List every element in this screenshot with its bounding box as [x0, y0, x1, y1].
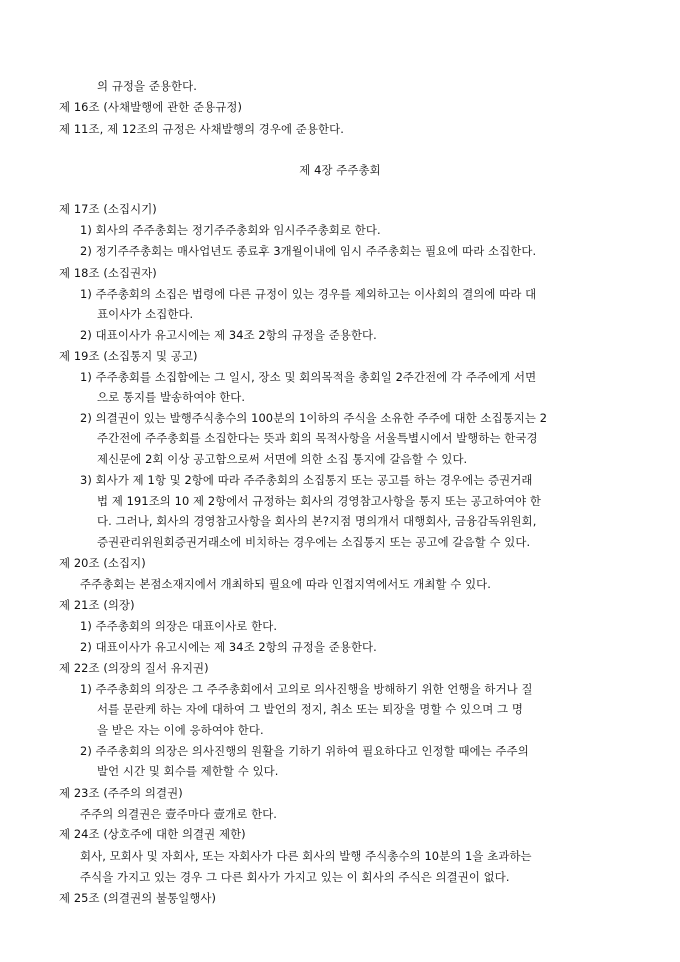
- article-heading: 제 21조 (의장): [59, 598, 135, 612]
- text-line: 법 제 191조의 10 제 2항에서 규정하는 회사의 경영참고사항을 통지 또는 공고하여야 한: [97, 494, 542, 508]
- text-line: 표이사가 소집한다.: [97, 307, 194, 321]
- text-line: 다. 그러나, 회사의 경영참고사항을 회사의 본?지점 명의개서 대행회사, 금융감독위원회,: [97, 514, 537, 528]
- article-heading: 제 19조 (소집통지 및 공고): [59, 349, 198, 363]
- article-heading: 제 18조 (소집권자): [59, 266, 157, 280]
- text-line: 제신문에 2회 이상 공고함으로써 서면에 의한 소집 통지에 갈음할 수 있다.: [97, 452, 468, 466]
- text-line: 1) 주주총회를 소집함에는 그 일시, 장소 및 회의목적을 총회일 2주간전에 각 주주에게 서면: [80, 370, 537, 384]
- text-line: 서를 문란케 하는 자에 대하여 그 발언의 정지, 취소 또는 퇴장을 명할 수 있으며 그 명: [97, 702, 523, 716]
- text-line: 으로 통지를 발송하여야 한다.: [97, 390, 246, 404]
- text-line: 2) 의결권이 있는 발행주식총수의 100분의 1이하의 주식을 소유한 주주에 대한 소집통지는 2: [80, 411, 548, 425]
- article-heading: 제 24조 (상호주에 대한 의결권 제한): [59, 827, 246, 841]
- text-line: 1) 주주총회의 의장은 그 주주총회에서 고의로 의사진행을 방해하기 위한 언행을 하거나 질: [80, 682, 533, 696]
- text-line: 2) 주주총회의 의장은 의사진행의 원활을 기하기 위하여 필요하다고 인정할 때에는 주주의: [80, 744, 529, 758]
- text-line: 2) 대표이사가 유고시에는 제 34조 2항의 규정을 준용한다.: [80, 328, 377, 342]
- chapter-title: 제 4장 주주총회: [299, 163, 381, 177]
- article-heading: 제 25조 (의결권의 불통일행사): [59, 891, 217, 905]
- text-line: 을 받은 자는 이에 응하여야 한다.: [97, 723, 264, 737]
- text-line: 제 11조, 제 12조의 규정은 사채발행의 경우에 준용한다.: [59, 122, 344, 136]
- text-line: 주주총회는 본점소재지에서 개최하되 필요에 따라 인접지역에서도 개최할 수 있다.: [80, 577, 492, 591]
- text-line: 1) 주주총회의 소집은 법령에 다른 규정이 있는 경우를 제외하고는 이사회의 결의에 따라 대: [80, 287, 537, 301]
- text-line: 증권관리위원회증권거래소에 비치하는 경우에는 소집통지 또는 공고에 갈음할 수 있다.: [97, 535, 531, 549]
- text-line: 발언 시간 및 회수를 제한할 수 있다.: [97, 764, 279, 778]
- text-line: 2) 정기주주총회는 매사업년도 종료후 3개월이내에 임시 주주총회는 필요에 따라 소집한다.: [80, 244, 537, 258]
- text-line: 1) 회사의 주주총회는 정기주주총회와 임시주주총회로 한다.: [80, 223, 381, 237]
- text-line: 1) 주주총회의 의장은 대표이사로 한다.: [80, 619, 278, 633]
- article-heading: 제 22조 (의장의 질서 유지권): [59, 661, 209, 675]
- article-heading: 제 17조 (소집시기): [59, 202, 157, 216]
- article-heading: 제 16조 (사채발행에 관한 준용규정): [59, 100, 243, 114]
- article-heading: 제 20조 (소집지): [59, 556, 146, 570]
- text-line: 주간전에 주주총회를 소집한다는 뜻과 회의 목적사항을 서울특별시에서 발행하는 한국경: [97, 431, 538, 445]
- text-line: 2) 대표이사가 유고시에는 제 34조 2항의 규정을 준용한다.: [80, 640, 377, 654]
- text-line: 3) 회사가 제 1항 및 2항에 따라 주주총회의 소집통지 또는 공고를 하는 경우에는 증권거래: [80, 473, 533, 487]
- article-heading: 제 23조 (주주의 의결권): [59, 786, 183, 800]
- text-line: 의 규정을 준용한다.: [97, 79, 197, 93]
- text-line: 주식을 가지고 있는 경우 그 다른 회사가 가지고 있는 이 회사의 주식은 의결권이 없다.: [80, 870, 510, 884]
- text-line: 회사, 모회사 및 자회사, 또는 자회사가 다른 회사의 발행 주식총수의 10분의 1을 초과하는: [80, 849, 532, 863]
- text-line: 주주의 의결권은 壹주마다 壹개로 한다.: [80, 807, 278, 821]
